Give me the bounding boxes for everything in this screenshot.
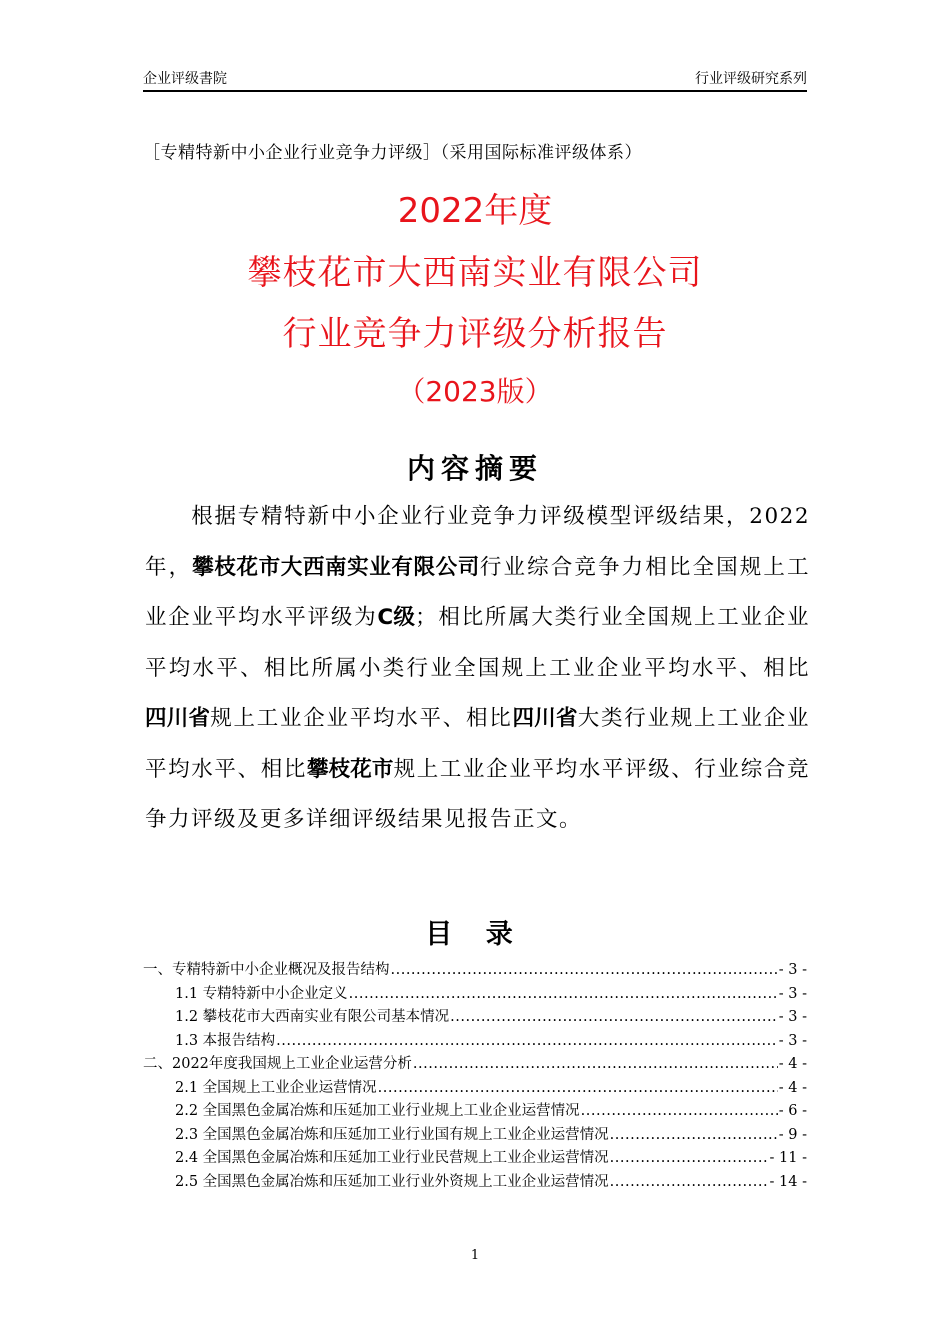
- page-header: [143, 68, 807, 92]
- title-company: 攀枝花市大西南实业有限公司: [247, 253, 703, 293]
- table-of-contents: [143, 958, 807, 1193]
- summary-text: 规上工业企业平均水平评级、行业综合竞争力评级及更多详细评级结果见报告正文。: [145, 756, 810, 832]
- summary-text: 规上工业企业平均水平、相比: [210, 706, 513, 731]
- toc-entry[interactable]: [143, 1029, 807, 1053]
- toc-leader-dots: [349, 986, 778, 1002]
- summary-heading: 内容摘要: [406, 452, 543, 485]
- toc-entry-label: 1.3 本报告结构: [175, 1032, 276, 1049]
- toc-entry-page: - 4 -: [778, 1079, 807, 1096]
- title-report: 行业竞争力评级分析报告: [282, 314, 668, 354]
- toc-entry-label: 2.2 全国黑色金属冶炼和压延加工业行业规上工业企业运营情况: [175, 1103, 580, 1119]
- toc-entry-page: - 9 -: [778, 1126, 807, 1143]
- toc-entry-label: 1.1 专精特新中小企业定义: [175, 985, 348, 1002]
- toc-leader-dots: [450, 1009, 778, 1025]
- toc-leader-dots: [610, 1174, 769, 1190]
- toc-leader-dots: [413, 1056, 778, 1072]
- toc-entry[interactable]: [143, 1005, 807, 1029]
- province-bold: 四川省: [145, 706, 211, 731]
- toc-entry[interactable]: [143, 1123, 807, 1147]
- page-number: 1: [470, 1248, 480, 1263]
- cover-subtitle: ［专精特新中小企业行业竞争力评级］（采用国际标准评级体系）: [143, 143, 642, 163]
- toc-entry[interactable]: [143, 982, 807, 1006]
- summary-text: 行业综合竞争力相比全国规上工业企业平均水平评级为: [145, 554, 810, 630]
- toc-entry-page: - 3 -: [778, 985, 807, 1002]
- toc-entry-label: 1.2 攀枝花市大西南实业有限公司基本情况: [175, 1009, 450, 1025]
- toc-entry[interactable]: [143, 1076, 807, 1100]
- city-bold: 攀枝花市: [307, 756, 394, 782]
- summary-text: 大类行业规上工业企业平均水平、相比: [145, 706, 810, 782]
- toc-leader-dots: [391, 962, 778, 978]
- toc-entry[interactable]: [143, 958, 807, 982]
- toc-entry-page: - 11 -: [769, 1150, 807, 1166]
- summary-text: ；相比所属大类行业全国规上工业企业平均水平、相比所属小类行业全国规上工业企业平均水平、相比: [145, 605, 810, 681]
- toc-entry-page: - 14 -: [769, 1173, 807, 1190]
- toc-leader-dots: [610, 1127, 778, 1143]
- toc-leader-dots: [581, 1103, 778, 1119]
- summary-paragraph: [145, 492, 810, 846]
- company-name-bold: 攀枝花市大西南实业有限公司: [192, 554, 480, 580]
- province-bold: 四川省: [512, 706, 578, 731]
- toc-entry[interactable]: [143, 1052, 807, 1076]
- header-publisher: 企业评级書院: [143, 71, 227, 87]
- toc-entry-label: 2.1 全国规上工业企业运营情况: [175, 1079, 377, 1096]
- title-year: 2022年度: [397, 191, 553, 231]
- toc-leader-dots: [378, 1080, 778, 1096]
- toc-entry-label: 2.4 全国黑色金属冶炼和压延加工业行业民营规上工业企业运营情况: [175, 1150, 609, 1166]
- toc-entry[interactable]: [143, 1099, 807, 1123]
- toc-entry-page: - 3 -: [778, 1009, 807, 1025]
- title-edition: （2023版）: [397, 375, 553, 408]
- toc-leader-dots: [276, 1033, 778, 1049]
- header-series: 行业评级研究系列: [695, 71, 807, 87]
- toc-entry-page: - 6 -: [778, 1103, 807, 1119]
- toc-heading: 目 录: [425, 919, 525, 950]
- summary-text: 根据专精特新中小企业行业竞争力评级模型评级结果，2022年，: [145, 504, 810, 580]
- toc-entry-label: 二、2022年度我国规上工业企业运营分析: [143, 1056, 412, 1072]
- toc-entry[interactable]: [143, 1146, 807, 1170]
- grade-bold: C级: [377, 605, 416, 630]
- toc-entry-page: - 4 -: [778, 1056, 807, 1072]
- toc-entry-page: - 3 -: [778, 962, 807, 978]
- toc-entry[interactable]: [143, 1170, 807, 1194]
- toc-leader-dots: [610, 1150, 769, 1166]
- toc-entry-label: 一、专精特新中小企业概况及报告结构: [143, 962, 390, 978]
- toc-entry-label: 2.3 全国黑色金属冶炼和压延加工业行业国有规上工业企业运营情况: [175, 1126, 609, 1143]
- toc-entry-label: 2.5 全国黑色金属冶炼和压延加工业行业外资规上工业企业运营情况: [175, 1173, 609, 1190]
- toc-entry-page: - 3 -: [778, 1032, 807, 1049]
